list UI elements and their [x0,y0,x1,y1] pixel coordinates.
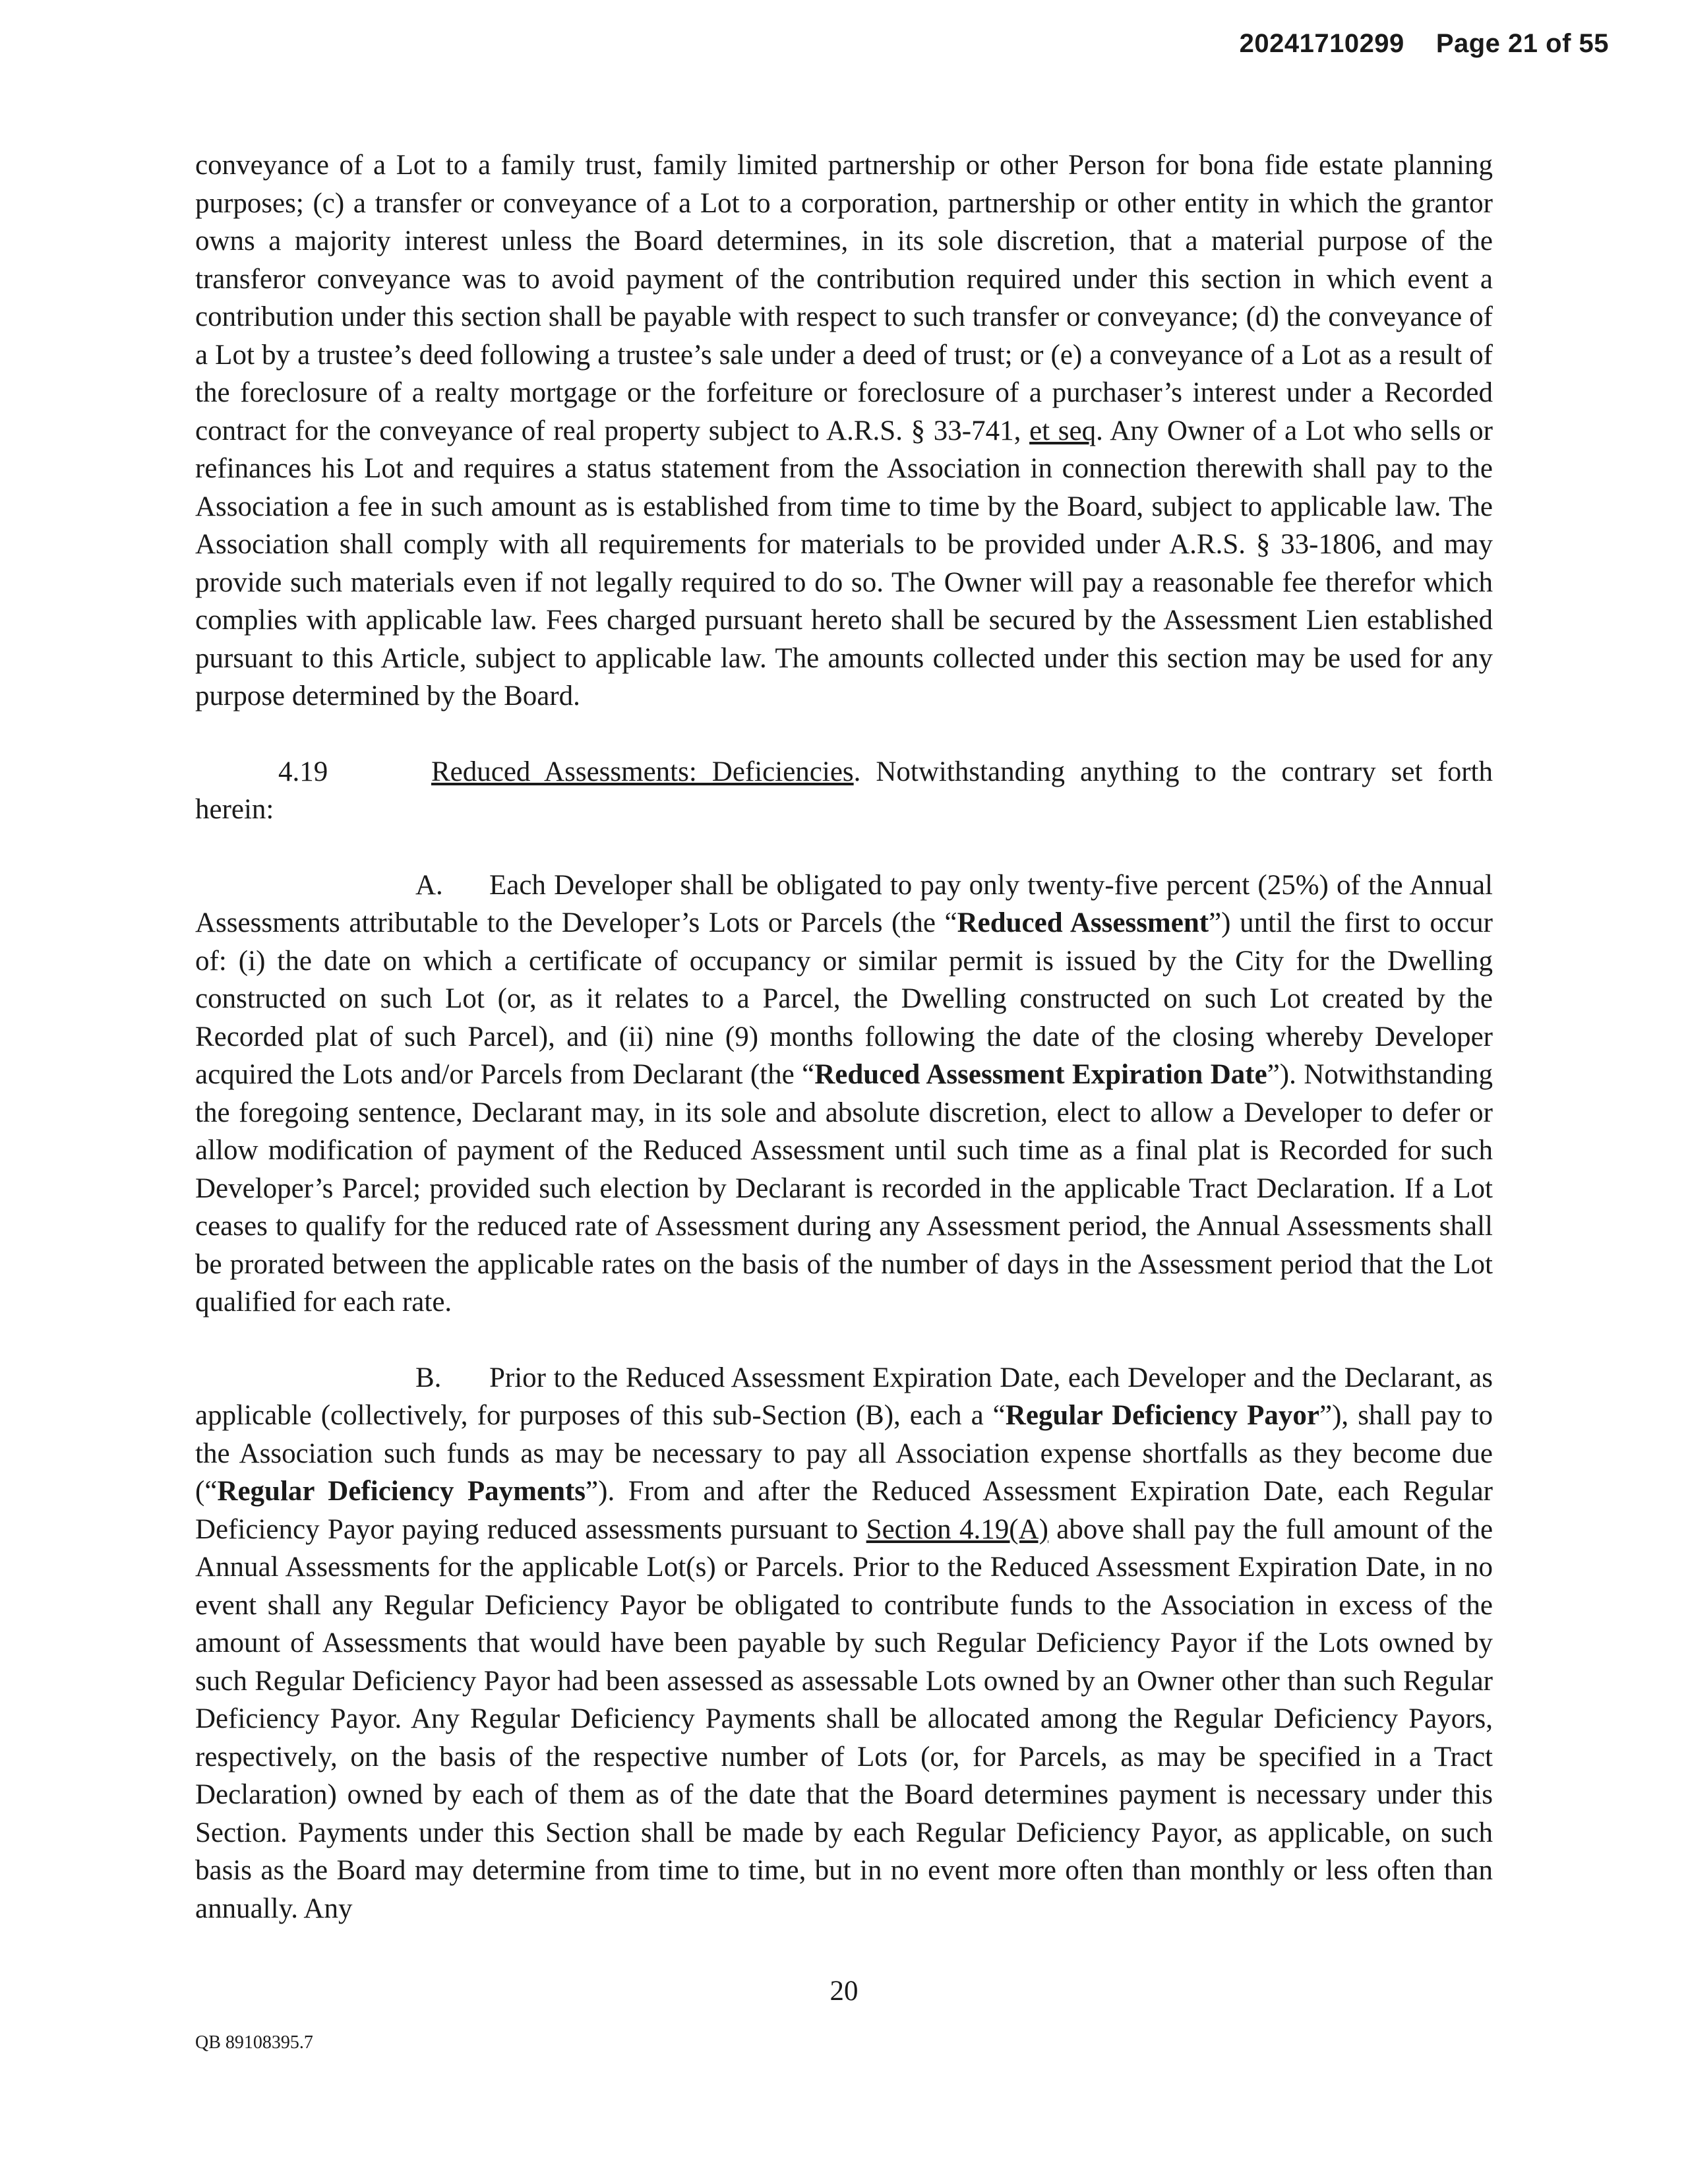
section-title: Reduced Assessments: Deficiencies [431,756,854,787]
document-id: QB 89108395.7 [195,2032,313,2053]
defined-term-reduced-assessment: Reduced Assessment [957,907,1209,938]
et-seq-citation: et seq [1029,415,1097,446]
section-4-19-a-reference: Section 4.19(A) [866,1513,1048,1545]
section-4-19-heading [195,753,1493,829]
paragraph-b-label: B. [415,1362,442,1393]
recording-number: 20241710299 [1239,29,1404,58]
defined-term-deficiency-payments: Regular Deficiency Payments [217,1476,586,1507]
defined-term-deficiency-payor: Regular Deficiency Payor [1005,1400,1320,1431]
section-lead: . Notwithstanding anything to the contrary set forth herein: [195,756,1493,825]
page-indicator: Page 21 of 55 [1435,29,1609,58]
recording-header [1240,29,1609,59]
paragraph-a-label: A. [415,869,443,901]
intro-paragraph: conveyance of a Lot to a family trust, family limited partnership or other Person for bona fide estate planning purposes; (c) a transfer or conveyance of a Lot to a corporation, partnership or other entity in which the grantor owns a majority interest unless the Board determines, in its sole discretion, that a material purpose of the transferor conveyance was to avoid payment of the contribution required under this section in which event a contribution under this section shall be payable with respect to such transfer or conveyance; (d) the conveyance of a Lot by a trustee’s deed following a trustee’s sale under a deed of trust; or (e) a conveyance of a Lot as a result of the foreclosure of a realty mortgage or the forfeiture or foreclosure of a purchaser’s interest under a Recorded contract for the conveyance of real property subject to A.R.S. § 33-741, et seq. Any Owner of a Lot who sells or refinances his Lot and requires a status statement from the Association in connection therewith shall pay to the Association a fee in such amount as is established from time to time by the Board, subject to applicable law. The Association shall comply with all requirements for materials to be provided under A.R.S. § 33-1806, and may provide such materials even if not legally required to do so. The Owner will pay a reasonable fee therefor which complies with applicable law. Fees charged pursuant hereto shall be secured by the Assessment Lien established pursuant to this Article, subject to applicable law. The amounts collected under this section may be used for any purpose determined by the Board. [195,150,1493,712]
page-number: 20 [829,1976,859,2007]
defined-term-expiration-date: Reduced Assessment Expiration Date [814,1059,1267,1090]
paragraph-b: B. Prior to the Reduced Assessment Expiration Date, each Developer and the Declarant, as applicable (collectively, for purposes of this sub-Section (B), each a “Regular Deficiency Payor”), shall pay to the Association such funds as may be necessary to pay all Association expense shortfalls as they become due (“Regular Deficiency Payments”). From and after the Reduced Assessment Expiration Date, each Regular Deficiency Payor paying reduced assessments pursuant to Section 4.19(A) above shall pay the full amount of the Annual Assessments for the applicable Lot(s) or Parcels. Prior to the Reduced Assessment Expiration Date, in no event shall any Regular Deficiency Payor be obligated to contribute funds to the Association in excess of the amount of Assessments that would have been payable by such Regular Deficiency Payor if the Lots owned by such Regular Deficiency Payor had been assessed as assessable Lots owned by an Owner other than such Regular Deficiency Payor. Any Regular Deficiency Payments shall be allocated among the Regular Deficiency Payors, respectively, on the basis of the respective number of Lots (or, for Parcels, as may be specified in a Tract Declaration) owned by each of them as of the date that the Board determines payment is necessary under this Section. Payments under this Section shall be made by each Regular Deficiency Payor, as applicable, on such basis as the Board may determine from time to time, but in no event more often than monthly or less often than annually. Any [195,1359,1493,1928]
section-number: 4.19 [278,756,328,787]
paragraph-a: A. Each Developer shall be obligated to pay only twenty-five percent (25%) of the Annual Assessments attributable to the Developer’s Lots or Parcels (the “Reduced Assessment”) until the first to occur of: (i) the date on which a certificate of occupancy or similar permit is issued by the City for the Dwelling constructed on such Lot (or, as it relates to a Parcel, the Dwelling constructed on such Lot created by the Recorded plat of such Parcel), and (ii) nine (9) months following the date of the closing whereby Developer acquired the Lots and/or Parcels from Declarant (the “Reduced Assessment Expiration Date”). Notwithstanding the foregoing sentence, Declarant may, in its sole and absolute discretion, elect to allow a Developer to defer or allow modification of payment of the Reduced Assessment until such time as a final plat is Recorded for such Developer’s Parcel; provided such election by Declarant is recorded in the applicable Tract Declaration. If a Lot ceases to qualify for the reduced rate of Assessment during any Assessment period, the Annual Assessments shall be prorated between the applicable rates on the basis of the number of days in the Assessment period that the Lot qualified for each rate. [195,866,1493,1321]
document-body [195,146,1493,1927]
